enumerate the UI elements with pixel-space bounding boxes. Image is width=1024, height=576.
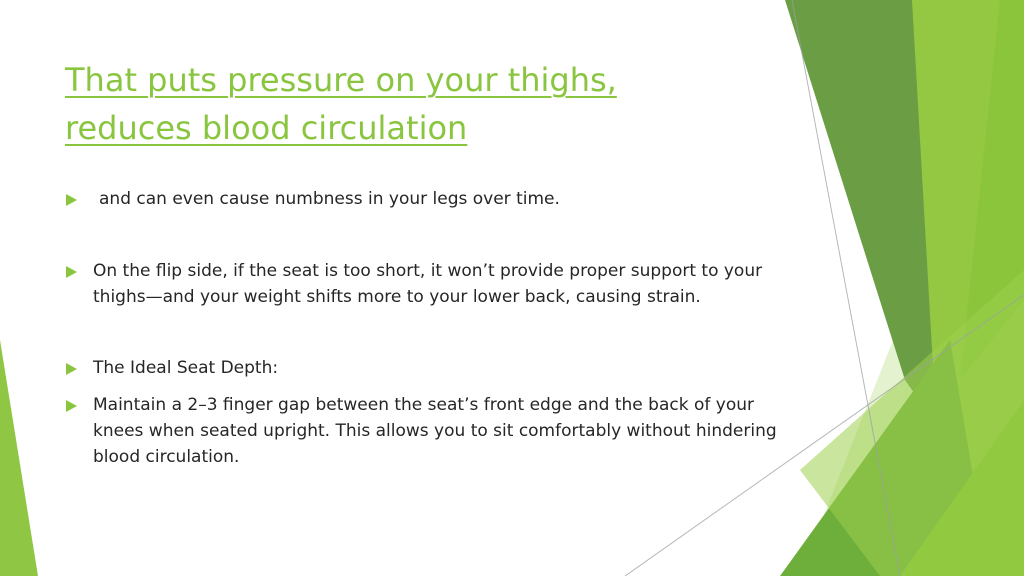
bullet-item [65, 392, 785, 470]
bullet-text: On the flip side, if the seat is too short, it won’t provide proper support to your thighs—and your weight shifts more to your lower back, causing strain. [93, 261, 763, 307]
bullet-item [65, 355, 785, 381]
slide-title-line: reduces blood circulation [65, 109, 468, 147]
triangle-right-icon [66, 400, 77, 412]
bullet-item [65, 186, 785, 212]
slide-title-line: That puts pressure on your thighs, [65, 61, 617, 99]
triangle-right-icon [66, 194, 77, 206]
bullet-text: The Ideal Seat Depth: [93, 358, 279, 378]
bullet-list [65, 186, 785, 470]
bullet-text: Maintain a 2–3 finger gap between the seat’s front edge and the back of your knees when seated upright. This allows you to sit comfortably without hindering blood circulation. [93, 395, 777, 467]
triangle-right-icon [66, 266, 77, 278]
triangle-right-icon [66, 363, 77, 375]
bullet-item [65, 258, 785, 310]
bullet-text: and can even cause numbness in your legs over time. [99, 189, 560, 209]
slide-title [65, 56, 765, 152]
left-edge-shape [0, 340, 38, 576]
